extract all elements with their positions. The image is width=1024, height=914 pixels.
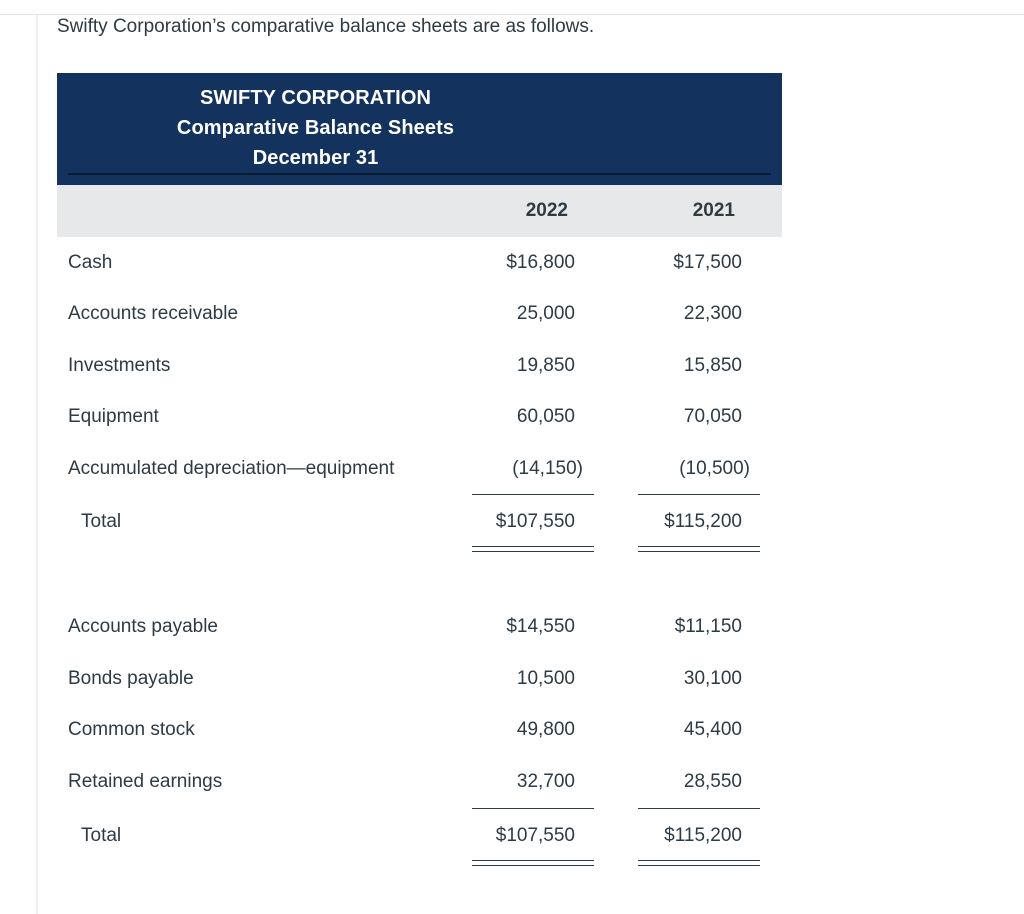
table-row [57, 303, 782, 333]
statement-date: December 31 [252, 147, 379, 169]
table-row [57, 771, 782, 801]
intro-text: Swifty Corporation’s comparative balance sheets are as follows. [57, 16, 595, 37]
value-2022: $16,800 [506, 252, 575, 273]
row-label: Accumulated depreciation—equipment [68, 458, 395, 479]
total-double-underline-2022 [472, 860, 594, 866]
table-row [57, 406, 782, 436]
value-2022: 10,500 [516, 668, 575, 689]
value-2022: 60,050 [516, 406, 575, 427]
value-2021: 15,850 [683, 355, 742, 376]
row-label: Equipment [68, 406, 159, 427]
company-name: SWIFTY CORPORATION [199, 87, 432, 109]
value-2021: 30,100 [683, 668, 742, 689]
value-2021: 70,050 [683, 406, 742, 427]
value-2022: 19,850 [516, 355, 575, 376]
value-2022: (14,150) [512, 458, 583, 479]
row-label: Total [81, 511, 122, 532]
subtotal-underline-2022 [472, 808, 594, 809]
row-label: Bonds payable [68, 668, 194, 689]
value-2022: $107,550 [495, 825, 575, 846]
value-2021: 22,300 [683, 303, 742, 324]
column-header-row [57, 185, 782, 237]
statement-title: Comparative Balance Sheets [176, 117, 455, 139]
value-2021: $11,150 [674, 616, 742, 637]
row-label: Total [81, 825, 122, 846]
subtotal-underline-2022 [472, 494, 594, 495]
table-row [57, 719, 782, 749]
title-divider [68, 173, 771, 175]
value-2021: $115,200 [664, 825, 742, 846]
table-row [57, 668, 782, 698]
row-label: Accounts receivable [68, 303, 239, 324]
value-2021: $115,200 [664, 511, 742, 532]
row-label: Cash [68, 252, 113, 273]
table-row [57, 458, 782, 488]
column-header-2022: 2022 [525, 200, 568, 221]
value-2022: 25,000 [516, 303, 575, 324]
value-2022: $14,550 [506, 616, 575, 637]
value-2021: $17,500 [673, 252, 742, 273]
subtotal-underline-2021 [638, 808, 760, 809]
value-2022: $107,550 [495, 511, 575, 532]
balance-sheet-table [57, 73, 782, 237]
subtotal-underline-2021 [638, 494, 760, 495]
value-2022: 32,700 [516, 771, 575, 792]
table-title-block [57, 73, 782, 185]
value-2021: 45,400 [683, 719, 742, 740]
value-2022: 49,800 [516, 719, 575, 740]
top-border [0, 0, 1024, 15]
total-double-underline-2021 [638, 546, 760, 552]
table-row [57, 616, 782, 646]
liabilities-total-row [57, 825, 782, 855]
row-label: Common stock [68, 719, 195, 740]
column-header-2021: 2021 [692, 200, 735, 221]
total-double-underline-2022 [472, 546, 594, 552]
value-2021: 28,550 [683, 771, 742, 792]
total-double-underline-2021 [638, 860, 760, 866]
row-label: Investments [68, 355, 171, 376]
row-label: Accounts payable [68, 616, 218, 637]
table-row [57, 252, 782, 282]
row-label: Retained earnings [68, 771, 223, 792]
assets-total-row [57, 511, 782, 541]
value-2021: (10,500) [679, 458, 750, 479]
table-row [57, 355, 782, 385]
